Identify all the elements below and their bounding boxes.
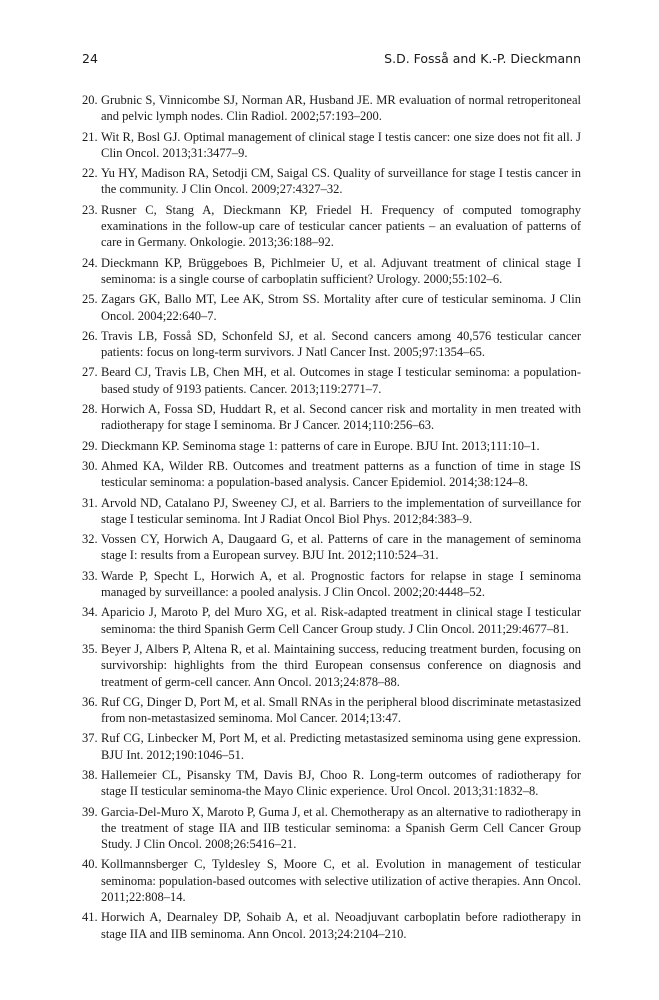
reference-item [82, 458, 581, 491]
reference-text: Arvold ND, Catalano PJ, Sweeney CJ, et al. Barriers to the implementation of surveillance for stage I testicular seminoma. Int J Radiat Oncol Biol Phys. 2012;84:383–9. [101, 495, 581, 526]
reference-text: Aparicio J, Maroto P, del Muro XG, et al. Risk-adapted treatment in clinical stage I testicular seminoma: the third Spanish Germ Cell Cancer Group study. J Clin Oncol. 2011;29:4677–81. [101, 605, 581, 636]
reference-item [82, 856, 581, 905]
reference-item [82, 568, 581, 601]
reference-item [82, 364, 581, 397]
reference-number: 33. [82, 568, 98, 583]
reference-item [82, 495, 581, 528]
reference-number: 34. [82, 605, 98, 620]
reference-number: 35. [82, 641, 98, 656]
reference-text: Ruf CG, Dinger D, Port M, et al. Small RNAs in the peripheral blood discriminate metastasized from non-metastasized seminoma. Mol Cancer. 2014;13:47. [101, 694, 581, 726]
reference-item [82, 641, 581, 690]
reference-number: 36. [82, 694, 98, 709]
reference-text: Rusner C, Stang A, Dieckmann KP, Friedel H. Frequency of computed tomography examinations in the follow-up care of testicular cancer patients – an evaluation of patterns of care in Germany. Onkologie. 2013;36:188–92. [101, 202, 581, 250]
reference-item [82, 291, 581, 324]
reference-number: 30. [82, 458, 98, 473]
reference-text: Horwich A, Dearnaley DP, Sohaib A, et al. Neoadjuvant carboplatin before radiotherapy in stage IIA and IIB seminoma. Ann Oncol. 2013;24:2104–210. [101, 910, 581, 941]
reference-number: 26. [82, 328, 98, 343]
reference-number: 37. [82, 731, 98, 746]
reference-number: 29. [82, 438, 98, 453]
reference-item [82, 438, 581, 454]
reference-item [82, 604, 581, 637]
reference-text: Travis LB, Fosså SD, Schonfeld SJ, et al. Second cancers among 40,576 testicular cancer patients: focus on long-term survivors. J Natl Cancer Inst. 2005;97:1354–65. [101, 328, 581, 360]
reference-item [82, 165, 581, 198]
reference-text: Hallemeier CL, Pisansky TM, Davis BJ, Choo R. Long-term outcomes of radiotherapy for stage II testicular seminoma-the Mayo Clinic experience. Urol Oncol. 2013;31:1832–8. [101, 767, 581, 799]
reference-item [82, 730, 581, 763]
reference-item [82, 767, 581, 800]
reference-item [82, 804, 581, 853]
reference-text: Vossen CY, Horwich A, Daugaard G, et al. Patterns of care in the management of seminoma stage I: results from a European survey. BJU Int. 2012;110:524–31. [101, 532, 581, 563]
reference-item [82, 129, 581, 162]
reference-number: 21. [82, 129, 98, 144]
reference-item [82, 694, 581, 727]
reference-item [82, 531, 581, 564]
reference-text: Garcia-Del-Muro X, Maroto P, Guma J, et al. Chemotherapy as an alternative to radiotherapy in the treatment of stage IIA and IIB testicular seminoma: a Spanish Germ Cell Cancer Group Study. J Clin Oncol. 2008;26:5416–21. [101, 804, 581, 852]
reference-number: 25. [82, 292, 98, 307]
reference-number: 20. [82, 93, 98, 107]
reference-text: Ruf CG, Linbecker M, Port M, et al. Predicting metastasized seminoma using gene expression. BJU Int. 2012;190:1046–51. [101, 731, 581, 762]
reference-number: 24. [82, 255, 98, 270]
reference-text: Beard CJ, Travis LB, Chen MH, et al. Outcomes in stage I testicular seminoma: a population-based study of 9193 patients. Cancer. 2013;119:2771–7. [101, 365, 581, 396]
reference-text: Kollmannsberger C, Tyldesley S, Moore C, et al. Evolution in management of testicular seminoma: population-based outcomes with selective utilization of active therapies. Ann Oncol. 2011;22:808–14. [101, 857, 581, 905]
reference-list [82, 92, 581, 946]
reference-item [82, 255, 581, 288]
reference-number: 28. [82, 402, 98, 417]
reference-item [82, 909, 581, 942]
page-number: 24 [82, 51, 98, 66]
reference-text: Dieckmann KP. Seminoma stage 1: patterns of care in Europe. BJU Int. 2013;111:10–1. [101, 438, 540, 453]
reference-text: Yu HY, Madison RA, Setodji CM, Saigal CS. Quality of surveillance for stage I testis cancer in the community. J Clin Oncol. 2009;27:4327–32. [101, 166, 581, 197]
reference-text: Grubnic S, Vinnicombe SJ, Norman AR, Husband JE. MR evaluation of normal retroperitoneal and pelvic lymph nodes. Clin Radiol. 2002;57:193–200. [101, 93, 581, 124]
reference-item [82, 202, 581, 251]
reference-text: Beyer J, Albers P, Altena R, et al. Maintaining success, reducing treatment burden, focusing on survivorship: highlights from the third European consensus conference on diagnosis and treatment of germ-cell cancer. Ann Oncol. 2013;24:878–88. [101, 641, 581, 689]
reference-item [82, 401, 581, 434]
reference-number: 22. [82, 166, 98, 181]
running-head-authors: S.D. Fosså and K.-P. Dieckmann [384, 51, 581, 66]
reference-text: Warde P, Specht L, Horwich A, et al. Prognostic factors for relapse in stage I seminoma managed by surveillance: a pooled analysis. J Clin Oncol. 2002;20:4448–52. [101, 568, 581, 600]
reference-number: 39. [82, 804, 98, 819]
reference-text: Dieckmann KP, Brüggeboes B, Pichlmeier U, et al. Adjuvant treatment of clinical stage I seminoma: is a single course of carboplatin sufficient? Urology. 2000;55:102–6. [101, 255, 581, 286]
reference-text: Wit R, Bosl GJ. Optimal management of clinical stage I testis cancer: one size does not fit all. J Clin Oncol. 2013;31:3477–9. [101, 129, 581, 160]
reference-text: Horwich A, Fossa SD, Huddart R, et al. Second cancer risk and mortality in men treated with radiotherapy for stage I seminoma. Br J Cancer. 2014;110:256–63. [101, 402, 581, 433]
reference-text: Ahmed KA, Wilder RB. Outcomes and treatment patterns as a function of time in stage IS testicular seminoma: a population-based analysis. Cancer Epidemiol. 2014;38:124–8. [101, 458, 581, 490]
reference-number: 41. [82, 910, 98, 925]
reference-number: 31. [82, 495, 98, 510]
reference-item [82, 328, 581, 361]
reference-number: 27. [82, 365, 98, 380]
reference-number: 32. [82, 532, 98, 547]
reference-number: 23. [82, 202, 98, 217]
reference-number: 38. [82, 767, 98, 782]
running-head [82, 51, 581, 71]
reference-item [82, 92, 581, 125]
reference-number: 40. [82, 857, 98, 872]
reference-text: Zagars GK, Ballo MT, Lee AK, Strom SS. Mortality after cure of testicular seminoma. J Clin Oncol. 2004;22:640–7. [101, 292, 581, 323]
